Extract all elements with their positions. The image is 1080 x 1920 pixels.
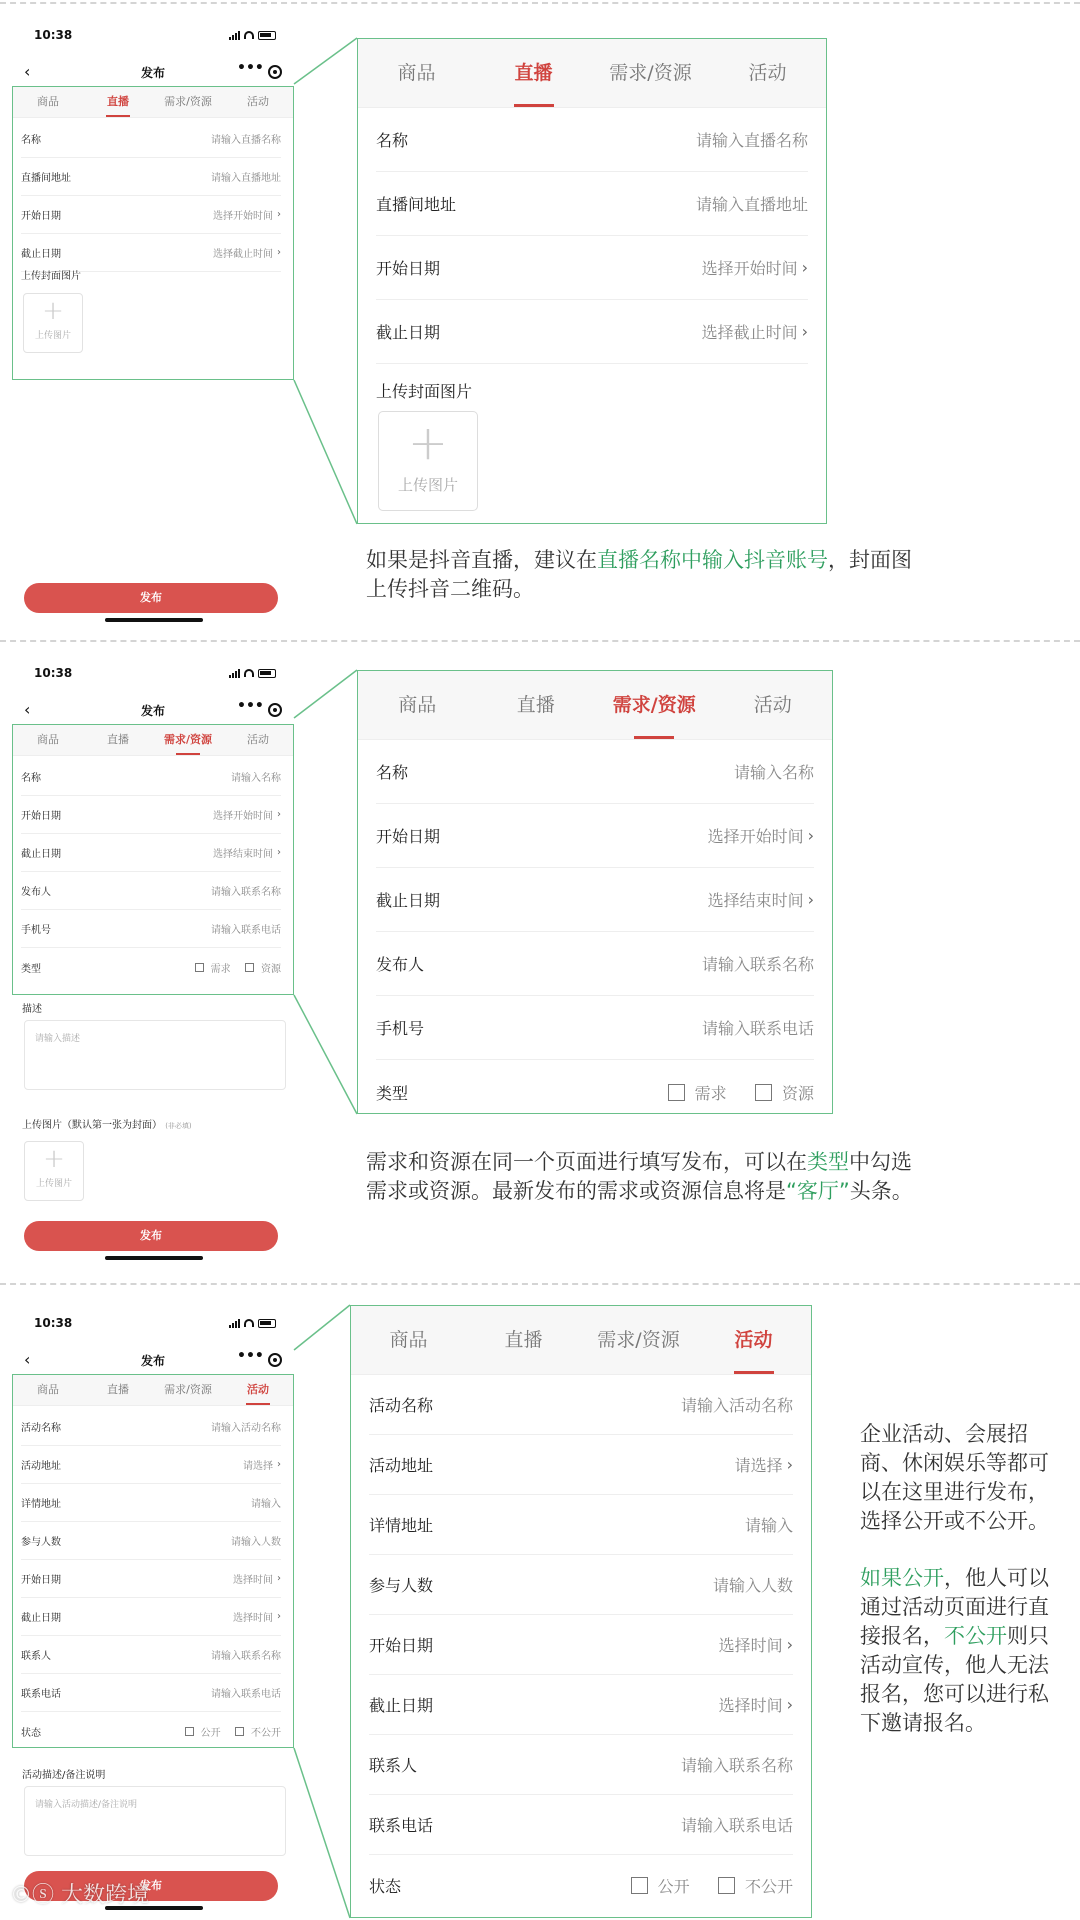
field-detail-address[interactable] <box>21 1484 281 1522</box>
field-label: 联系人 <box>21 1651 51 1662</box>
chevron-right-icon: › <box>786 1695 793 1714</box>
field-live-address[interactable] <box>376 172 808 236</box>
more-icon[interactable]: ••• <box>237 60 264 76</box>
field-end-date[interactable] <box>376 868 814 932</box>
chevron-right-icon: › <box>807 890 814 909</box>
field-placeholder: 选择结束时间 <box>213 849 273 860</box>
note-highlight: 如果公开 <box>860 1566 944 1590</box>
field-label: 开始日期 <box>21 1575 61 1586</box>
field-placeholder: 请输入活动名称 <box>211 1423 281 1434</box>
more-icon[interactable]: ••• <box>237 1348 264 1364</box>
field-participants[interactable] <box>21 1522 281 1560</box>
checkbox-label: 需求 <box>210 963 231 975</box>
section2-note <box>366 1148 1046 1206</box>
field-label: 活动名称 <box>369 1396 434 1415</box>
section3-note <box>860 1420 1050 1738</box>
upload-label-text: 上传图片（默认第一张为封面） <box>22 1120 162 1131</box>
field-start-date[interactable] <box>21 796 281 834</box>
more-icon[interactable]: ••• <box>237 698 264 714</box>
tab-bar <box>13 87 293 118</box>
tab-goods[interactable]: 商品 <box>37 95 59 108</box>
tab-demand-resource[interactable]: 需求/资源 <box>597 1329 680 1351</box>
tab-goods[interactable]: 商品 <box>37 1383 59 1396</box>
back-icon[interactable]: ‹ <box>24 700 31 719</box>
field-placeholder: 选择开始时间 <box>213 211 273 222</box>
wifi-icon <box>244 31 254 39</box>
tab-activity[interactable]: 活动 <box>247 733 269 746</box>
chevron-right-icon: › <box>277 1459 281 1470</box>
note-text: 中勾选 <box>849 1150 912 1174</box>
tab-live[interactable]: 直播 <box>83 87 153 117</box>
wifi-icon <box>244 669 254 677</box>
publish-button[interactable]: 发布 <box>24 583 278 613</box>
tab-goods[interactable]: 商品 <box>389 1329 428 1351</box>
field-label: 状态 <box>21 1727 41 1739</box>
home-indicator <box>105 618 203 622</box>
field-status <box>369 1855 793 1915</box>
tab-activity[interactable]: 活动 <box>247 95 269 108</box>
field-label: 活动地址 <box>369 1456 434 1475</box>
note-highlight: 不公开 <box>944 1624 1007 1648</box>
battery-icon <box>258 1319 276 1328</box>
checkbox-public[interactable] <box>631 1877 648 1894</box>
field-activity-name[interactable] <box>21 1408 281 1446</box>
field-label: 发布人 <box>21 887 51 898</box>
checkbox-label: 不公开 <box>744 1876 793 1896</box>
phone-form-panel <box>12 86 294 380</box>
field-label: 名称 <box>376 131 409 150</box>
separator <box>0 640 1080 642</box>
field-name[interactable] <box>376 108 808 172</box>
field-label: 截止日期 <box>21 249 61 260</box>
chevron-right-icon: › <box>277 247 281 258</box>
field-phone[interactable] <box>21 910 281 948</box>
chevron-right-icon: › <box>786 1455 793 1474</box>
field-name[interactable] <box>21 758 281 796</box>
chevron-right-icon: › <box>277 847 281 858</box>
separator <box>0 2 1080 4</box>
upload-label <box>22 1116 192 1131</box>
field-label: 参与人数 <box>21 1537 61 1548</box>
checkbox-label: 需求 <box>694 1083 727 1103</box>
chevron-right-icon: › <box>801 322 808 341</box>
field-placeholder: 选择开始时间 <box>213 811 273 822</box>
chevron-right-icon: › <box>801 258 808 277</box>
checkbox-label: 不公开 <box>251 1727 281 1739</box>
field-activity-address[interactable] <box>21 1446 281 1484</box>
field-publisher[interactable] <box>21 872 281 910</box>
battery-icon <box>258 669 276 678</box>
field-phone[interactable] <box>376 996 814 1060</box>
tab-activity[interactable]: 活动 <box>223 1375 293 1405</box>
field-label: 截止日期 <box>376 323 441 342</box>
checkbox-resource[interactable] <box>755 1084 772 1101</box>
field-label: 直播间地址 <box>21 173 71 184</box>
chevron-right-icon: › <box>277 1611 281 1622</box>
field-label: 手机号 <box>376 1019 425 1038</box>
upload-label: 上传图片 <box>397 476 458 494</box>
field-start-date[interactable] <box>21 1560 281 1598</box>
field-label: 活动地址 <box>21 1461 61 1472</box>
tab-bar <box>358 671 832 740</box>
field-placeholder: 选择结束时间 <box>707 891 804 910</box>
field-label: 开始日期 <box>376 827 441 846</box>
nav-title: 发布 <box>140 66 165 80</box>
note-text: 需求和资源在同一个页面进行填写发布，可以在 <box>366 1150 807 1174</box>
close-miniprogram-icon[interactable] <box>268 1353 282 1367</box>
note-text: ，封面图 <box>828 548 912 572</box>
note-highlight: 类型 <box>807 1150 849 1174</box>
field-start-date[interactable] <box>369 1615 793 1675</box>
field-placeholder: 请输入 <box>251 1499 281 1510</box>
tab-bar <box>13 725 293 756</box>
upload-image-button[interactable] <box>378 411 478 511</box>
field-participants[interactable] <box>369 1555 793 1615</box>
tab-goods[interactable]: 商品 <box>397 62 436 84</box>
field-placeholder: 请选择 <box>734 1456 783 1475</box>
status-time: 10:38 <box>34 666 73 680</box>
field-placeholder: 请输入人数 <box>712 1576 793 1595</box>
back-icon[interactable]: ‹ <box>24 1350 31 1369</box>
field-label: 开始日期 <box>369 1636 434 1655</box>
field-label: 联系电话 <box>369 1816 434 1835</box>
field-placeholder: 请输入联系名称 <box>701 955 814 974</box>
field-placeholder: 请输入名称 <box>231 773 281 784</box>
checkbox-public[interactable] <box>185 1727 194 1736</box>
chevron-right-icon: › <box>786 1635 793 1654</box>
checkbox-label: 公开 <box>200 1727 221 1739</box>
wifi-icon <box>244 1319 254 1327</box>
field-end-date[interactable] <box>21 1598 281 1636</box>
phone-form-panel <box>12 724 294 995</box>
field-label: 联系人 <box>369 1756 418 1775</box>
note-text: 需求或资源。最新发布的需求或资源信息将是 <box>366 1179 786 1203</box>
phone-form-panel <box>12 1374 294 1748</box>
field-publisher[interactable] <box>376 932 814 996</box>
checkbox-private[interactable] <box>235 1727 244 1736</box>
field-placeholder: 选择时间 <box>718 1636 783 1655</box>
field-placeholder: 请输入联系名称 <box>211 1651 281 1662</box>
field-end-date[interactable] <box>376 300 808 364</box>
plus-icon: + <box>407 415 449 471</box>
field-name[interactable] <box>21 120 281 158</box>
field-placeholder: 请输入直播地址 <box>211 173 281 184</box>
tab-demand-resource[interactable]: 需求/资源 <box>164 1383 212 1396</box>
field-placeholder: 请输入名称 <box>733 763 814 782</box>
field-placeholder: 请输入直播名称 <box>211 135 281 146</box>
field-type <box>21 948 281 986</box>
note-text: 则只活动宣传，他人无法报名，您可以进行私下邀请报名。 <box>860 1624 1049 1735</box>
field-start-date[interactable] <box>376 236 808 300</box>
field-start-date[interactable] <box>21 196 281 234</box>
zoomed-form-panel <box>350 1305 812 1918</box>
field-contact[interactable] <box>21 1636 281 1674</box>
cover-label: 上传封面图片 <box>376 382 473 401</box>
description-label: 活动描述/备注说明 <box>22 1770 106 1781</box>
status-bar <box>22 664 284 688</box>
battery-icon <box>258 31 276 40</box>
zoomed-form-panel <box>357 670 833 1114</box>
tab-demand-resource[interactable]: 需求/资源 <box>595 671 714 739</box>
close-miniprogram-icon[interactable] <box>268 703 282 717</box>
watermark-text: 大数跨境 <box>61 1883 150 1908</box>
field-label: 状态 <box>369 1876 402 1896</box>
field-label: 名称 <box>21 135 41 146</box>
tab-live[interactable]: 直播 <box>107 733 129 746</box>
signal-icon <box>229 30 240 40</box>
field-label: 手机号 <box>21 925 51 936</box>
tab-live[interactable]: 直播 <box>516 694 555 716</box>
upload-label: 上传图片 <box>34 331 71 341</box>
chevron-right-icon: › <box>277 1573 281 1584</box>
field-start-date[interactable] <box>376 804 814 868</box>
field-live-address[interactable] <box>21 158 281 196</box>
field-label: 开始日期 <box>21 211 61 222</box>
status-bar <box>22 26 284 50</box>
field-contact[interactable] <box>369 1735 793 1795</box>
tab-goods[interactable]: 商品 <box>37 733 59 746</box>
field-placeholder: 请输入 <box>744 1516 793 1535</box>
field-placeholder: 选择时间 <box>233 1613 273 1624</box>
tab-demand-resource[interactable]: 需求/资源 <box>164 95 212 108</box>
tab-live[interactable]: 直播 <box>107 1383 129 1396</box>
tab-live[interactable]: 直播 <box>504 1329 543 1351</box>
checkbox-demand[interactable] <box>668 1084 685 1101</box>
plus-icon: + <box>42 296 64 326</box>
field-activity-address[interactable] <box>369 1435 793 1495</box>
tab-activity[interactable]: 活动 <box>753 694 792 716</box>
field-placeholder: 选择截止时间 <box>213 249 273 260</box>
field-placeholder: 请输入活动名称 <box>680 1396 793 1415</box>
field-placeholder: 选择开始时间 <box>701 259 798 278</box>
field-label: 开始日期 <box>376 259 441 278</box>
note-paragraph <box>860 1564 1050 1738</box>
tab-demand-resource[interactable]: 需求/资源 <box>609 62 692 84</box>
field-placeholder: 请选择 <box>243 1461 273 1472</box>
note-text: 如果是抖音直播，建议在 <box>366 548 597 572</box>
separator <box>0 1283 1080 1285</box>
status-bar <box>22 1314 284 1338</box>
section1-note <box>366 546 1006 604</box>
tab-demand-resource[interactable]: 需求/资源 <box>153 725 223 755</box>
field-placeholder: 选择截止时间 <box>701 323 798 342</box>
field-status <box>21 1712 281 1750</box>
tab-activity[interactable]: 活动 <box>748 62 787 84</box>
field-placeholder: 请输入联系电话 <box>211 925 281 936</box>
chevron-right-icon: › <box>807 826 814 845</box>
status-time: 10:38 <box>34 28 73 42</box>
field-label: 详情地址 <box>21 1499 61 1510</box>
description-label: 描述 <box>22 1004 42 1015</box>
plus-icon: + <box>43 1144 65 1174</box>
cover-label: 上传封面图片 <box>21 271 81 282</box>
field-activity-name[interactable] <box>369 1375 793 1435</box>
field-label: 发布人 <box>376 955 425 974</box>
field-placeholder: 请输入联系电话 <box>701 1019 814 1038</box>
field-placeholder: 选择时间 <box>233 1575 273 1586</box>
nav-title: 发布 <box>140 1354 165 1368</box>
field-label: 联系电话 <box>21 1689 61 1700</box>
field-label: 详情地址 <box>369 1516 434 1535</box>
watermark: ©ⓢ 大数跨境 <box>10 1883 150 1908</box>
status-time: 10:38 <box>34 1316 73 1330</box>
field-label: 参与人数 <box>369 1576 434 1595</box>
tab-goods[interactable]: 商品 <box>398 694 437 716</box>
tab-bar <box>351 1306 811 1375</box>
checkbox-label: 资源 <box>261 963 281 975</box>
field-label: 截止日期 <box>21 1613 61 1624</box>
chevron-right-icon: › <box>277 809 281 820</box>
note-highlight: “客厅” <box>786 1179 850 1203</box>
checkbox-demand[interactable] <box>195 963 204 972</box>
field-name[interactable] <box>376 740 814 804</box>
note-text: 企业活动、会展招商、休闲娱乐等都可以在这里进行发布，选择公开或不公开。 <box>860 1422 1049 1533</box>
note-text: ，他人可以通过活动页面进行直接报名， <box>860 1566 1049 1648</box>
field-placeholder: 请输入直播名称 <box>695 131 808 150</box>
field-label: 名称 <box>376 763 409 782</box>
upload-image-button[interactable] <box>23 293 83 353</box>
field-contact-phone[interactable] <box>369 1795 793 1855</box>
field-placeholder: 请输入联系名称 <box>211 887 281 898</box>
checkbox-label: 资源 <box>781 1083 814 1103</box>
field-placeholder: 请输入联系名称 <box>680 1756 793 1775</box>
field-placeholder: 请输入人数 <box>231 1537 281 1548</box>
tab-bar <box>358 39 826 108</box>
upload-label: 上传图片 <box>35 1179 72 1189</box>
zoomed-form-panel <box>357 38 827 524</box>
field-placeholder: 请输入直播地址 <box>695 195 808 214</box>
back-icon[interactable]: ‹ <box>24 62 31 81</box>
field-detail-address[interactable] <box>369 1495 793 1555</box>
field-end-date[interactable] <box>369 1675 793 1735</box>
note-text: 上传抖音二维码。 <box>366 577 534 601</box>
nav-title: 发布 <box>140 704 165 718</box>
optional-hint: (非必填) <box>165 1122 192 1130</box>
signal-icon <box>229 668 240 678</box>
field-placeholder: 请输入联系电话 <box>211 1689 281 1700</box>
note-highlight: 直播名称中输入抖音账号 <box>597 548 828 572</box>
field-placeholder: 请输入联系电话 <box>680 1816 793 1835</box>
field-label: 开始日期 <box>21 811 61 822</box>
tab-bar <box>13 1375 293 1406</box>
tab-activity[interactable]: 活动 <box>696 1306 811 1374</box>
note-text: 头条。 <box>849 1179 913 1203</box>
tab-live[interactable]: 直播 <box>475 39 592 107</box>
field-label: 直播间地址 <box>376 195 457 214</box>
field-placeholder: 选择开始时间 <box>707 827 804 846</box>
signal-icon <box>229 1318 240 1328</box>
field-label: 截止日期 <box>376 891 441 910</box>
description-textarea[interactable]: 请输入活动描述/备注说明 <box>24 1786 286 1856</box>
field-type <box>376 1060 814 1124</box>
home-indicator <box>105 1256 203 1260</box>
upload-image-button[interactable] <box>24 1141 84 1201</box>
chevron-right-icon: › <box>277 209 281 220</box>
checkbox-resource[interactable] <box>245 963 254 972</box>
checkbox-label: 公开 <box>657 1876 690 1896</box>
field-end-date[interactable] <box>21 834 281 872</box>
field-label: 类型 <box>21 963 41 975</box>
field-label: 截止日期 <box>21 849 61 860</box>
publish-button[interactable]: 发布 <box>24 1221 278 1251</box>
field-label: 截止日期 <box>369 1696 434 1715</box>
field-contact-phone[interactable] <box>21 1674 281 1712</box>
field-label: 类型 <box>376 1083 409 1103</box>
field-label: 名称 <box>21 773 41 784</box>
checkbox-private[interactable] <box>718 1877 735 1894</box>
field-label: 活动名称 <box>21 1423 61 1434</box>
description-textarea[interactable]: 请输入描述 <box>24 1020 286 1090</box>
publish-button[interactable]: 发布 <box>24 1871 278 1901</box>
field-placeholder: 选择时间 <box>718 1696 783 1715</box>
close-miniprogram-icon[interactable] <box>268 65 282 79</box>
